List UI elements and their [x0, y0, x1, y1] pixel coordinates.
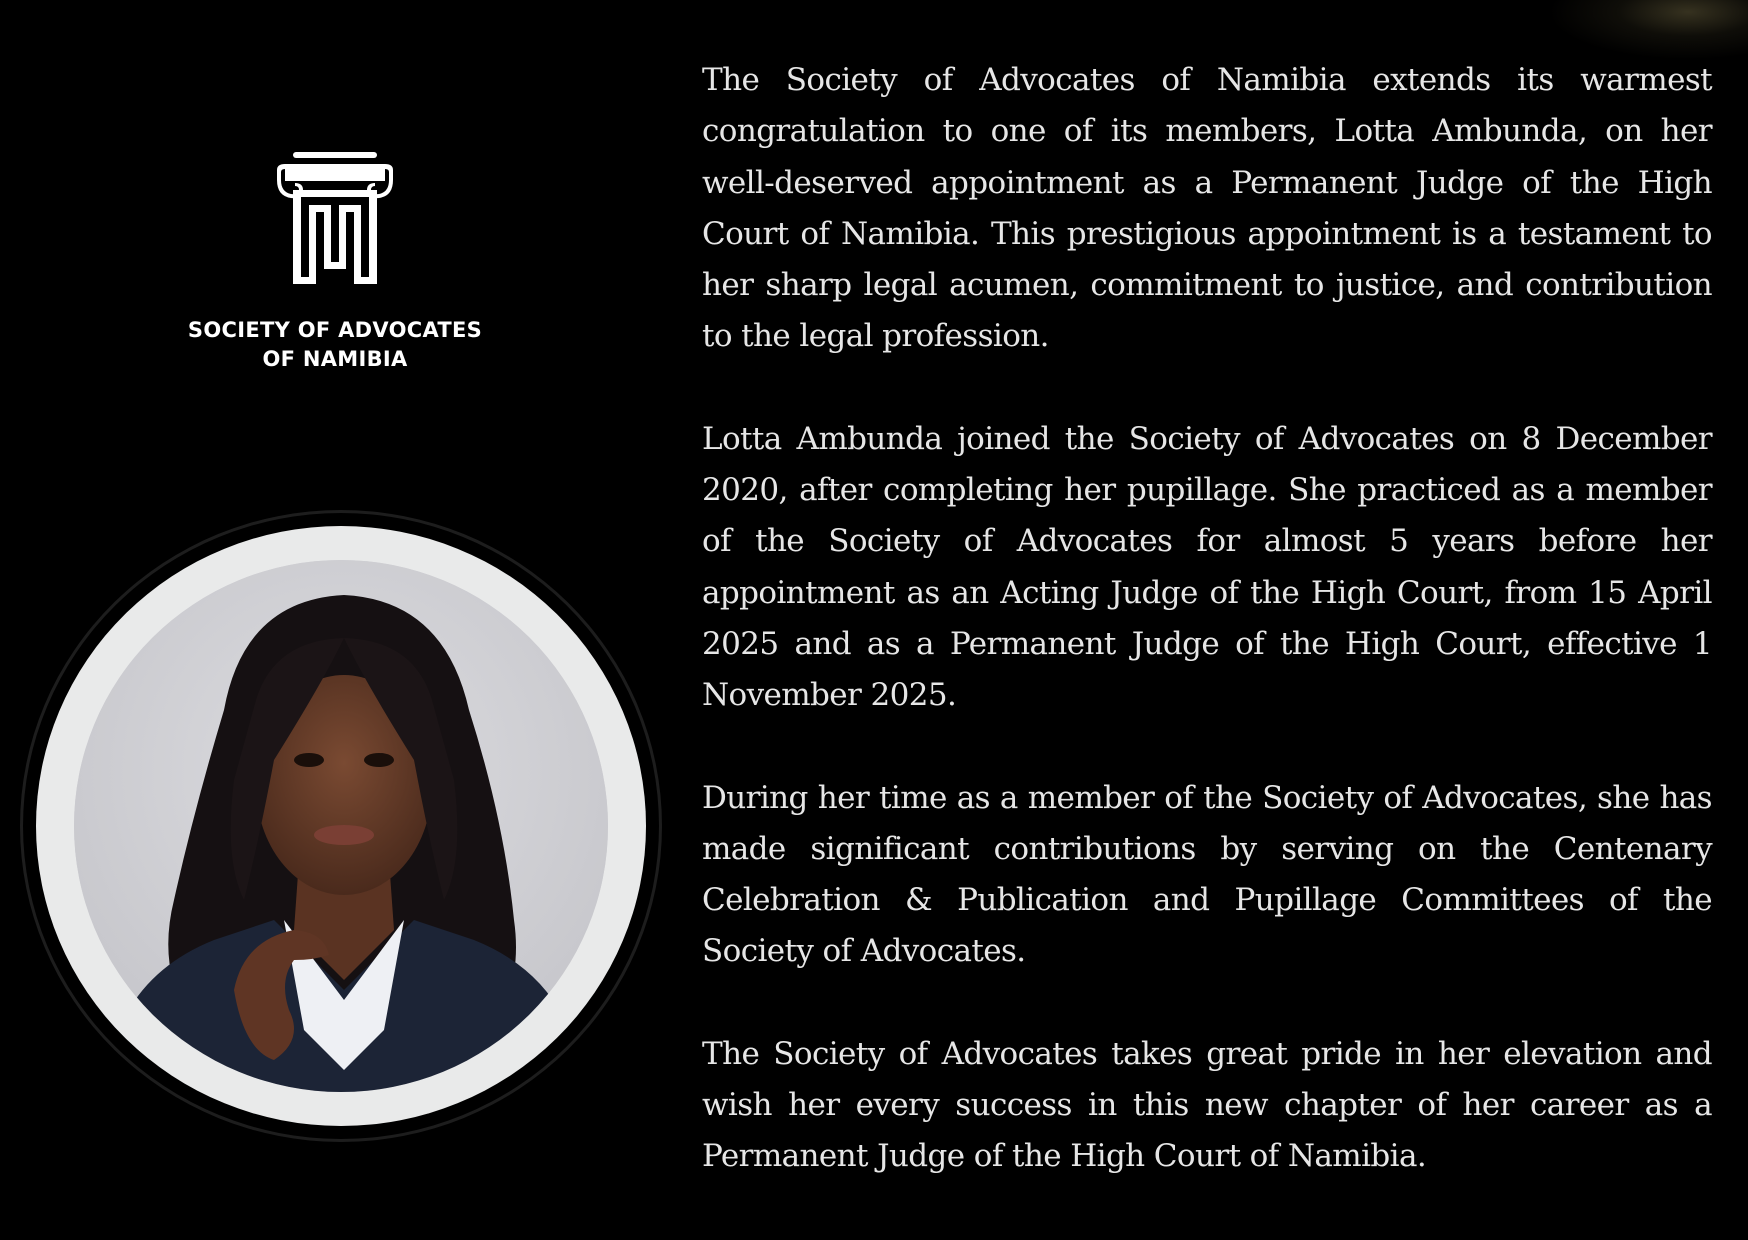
portrait-outer-ring — [20, 510, 662, 1142]
organization-logo-block — [170, 150, 500, 374]
paragraph: The Society of Advocates of Namibia extends its warmest congratulation to one of its members, Lotta Ambunda, on her well-deserved appointment as a Permanent Judge of the High Court of Namibia. This prestigious appointment is a testament to her sharp legal acumen, commitment to justice, and contribution to the legal profession. — [702, 62, 1712, 355]
paragraph: The Society of Advocates takes great pride in her elevation and wish her every success in this new chapter of her career as a Permanent Judge of the High Court of Namibia. — [702, 1035, 1712, 1175]
paragraph: Lotta Ambunda joined the Society of Advocates on 8 December 2020, after completing her pupillage. She practiced as a member of the Society of Advocates for almost 5 years before her appointment as an Acting Judge of the High Court, from 15 April 2025 and as a Permanent Judge of the High Court, effective 1 November 2025. — [702, 420, 1712, 714]
bokeh-decoration — [1548, 0, 1748, 60]
organization-name — [188, 316, 482, 374]
organization-name-line2: OF NAMIBIA — [262, 347, 408, 371]
announcement-body — [702, 55, 1712, 1183]
paragraph: During her time as a member of the Society of Advocates, she has made significant contributions by serving on the Centenary Celebration & Publication and Pupillage Committees of the Society of Advocates. — [702, 779, 1712, 970]
organization-name-line1: SOCIETY OF ADVOCATES — [187, 318, 483, 342]
pillar-icon — [263, 150, 407, 286]
portrait-frame — [36, 526, 646, 1126]
portrait-illustration — [74, 560, 608, 1092]
portrait-photo — [74, 560, 608, 1092]
